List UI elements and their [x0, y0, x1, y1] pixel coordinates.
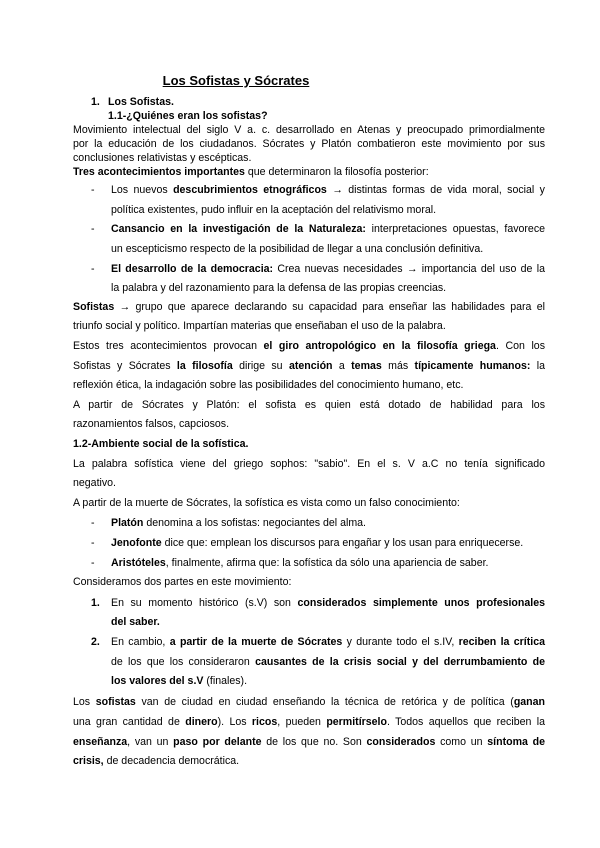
- section-number: 1.: [91, 96, 100, 108]
- text-run-bold: paso por delante: [173, 736, 262, 748]
- list-item-text: [111, 596, 545, 610]
- dos-paragraph: Consideramos dos partes en este movimiento:: [73, 576, 292, 588]
- text-run: En su momento histórico (s.V) son: [111, 597, 298, 609]
- text-run: , finalmente, afirma que: la sofística da sólo una apariencia de saber.: [165, 557, 489, 569]
- text-run-bold: síntoma de: [487, 736, 545, 748]
- text-run-bold: considerados simplemente unos profesionales: [297, 597, 545, 609]
- list-item-text: [111, 556, 545, 570]
- bullet: -: [91, 184, 95, 196]
- palabra-paragraph-line: La palabra sofística viene del griego sophos: "sabio". En el s. V a.C no tenía significado: [73, 458, 545, 470]
- subsection-title: 1.1-¿Quiénes eran los sofistas?: [108, 110, 268, 122]
- apartir-paragraph-line: razonamientos falsos, capciosos.: [73, 418, 230, 430]
- text-run: , van un: [127, 736, 174, 748]
- subsection-heading-1-2: [73, 437, 545, 451]
- text-run: . Con los: [495, 340, 545, 352]
- text-run-bold: El desarrollo de la democracia:: [111, 263, 274, 275]
- text-run: dice que: emplean los discursos para engañar y los usan para enriquecerse.: [161, 537, 524, 549]
- text-run: , pueden: [277, 716, 327, 728]
- text-run: como un: [435, 736, 488, 748]
- text-run: política existentes, pudo influir en la aceptación del relativismo moral.: [111, 204, 437, 216]
- events-intro-text: que determinaron la filosofía posterior:: [244, 166, 429, 178]
- text-run: más: [381, 360, 415, 372]
- text-run-bold: Aristóteles: [111, 557, 166, 569]
- text-run: Crea nuevas necesidades → importancia del uso de la: [273, 263, 545, 275]
- text-run-bold: Platón: [111, 517, 144, 529]
- list-item-text: [111, 635, 545, 649]
- list-item-text: [111, 674, 545, 688]
- estos-paragraph-line: reflexión ética, la indagación sobre las posibilidades del conocimiento humano, etc.: [73, 379, 464, 391]
- bullet: -: [91, 517, 95, 529]
- text-run-bold: considerados: [366, 736, 436, 748]
- palabra-paragraph-line: negativo.: [73, 477, 116, 489]
- muerte-paragraph: A partir de la muerte de Sócrates, la sofística es vista como un falso conocimiento:: [73, 497, 460, 509]
- bullet: -: [91, 263, 95, 275]
- text-run-bold: descubrimientos etnográficos: [173, 184, 327, 196]
- text-run: interpretaciones opuestas, favorece: [365, 223, 546, 235]
- sofistas-paragraph-line: [73, 300, 545, 314]
- text-run: un escepticismo respecto de la posibilidad de llegar a una conclusión definitiva.: [111, 243, 484, 255]
- text-run-bold: el giro antropológico en la filosofía griega: [263, 340, 496, 352]
- events-intro-bold: Tres acontecimientos importantes: [73, 166, 245, 178]
- section-title: Los Sofistas.: [108, 96, 174, 108]
- text-run-bold: del saber.: [111, 616, 160, 628]
- text-run-bold: ricos: [251, 716, 278, 728]
- text-run-bold: sofistas: [95, 696, 136, 708]
- text-run: de los que no. Son: [261, 736, 367, 748]
- apartir-paragraph-line: A partir de Sócrates y Platón: el sofista es quien está dotado de habilidad para los: [73, 399, 545, 411]
- text-run: . Todos aquellos que reciben la: [386, 716, 545, 728]
- text-run: de decadencia democrática.: [103, 755, 240, 767]
- text-run: ). Los: [217, 716, 252, 728]
- text-run: dirige su: [232, 360, 289, 372]
- text-run: Estos tres acontecimientos provocan: [73, 340, 264, 352]
- text-run: (finales).: [203, 675, 248, 687]
- list-item-text: [111, 183, 545, 197]
- text-run: Sofistas y Sócrates: [73, 360, 177, 372]
- list-item-text: [111, 222, 545, 236]
- list-item-text: [111, 536, 545, 550]
- final-paragraph-line: [73, 754, 545, 768]
- text-run-bold: ganan: [513, 696, 546, 708]
- item-number: 2.: [91, 636, 100, 648]
- list-item-text: [111, 655, 545, 669]
- text-run: Los: [73, 696, 96, 708]
- final-paragraph-line: [73, 695, 545, 709]
- text-run-bold: temas: [351, 360, 382, 372]
- text-run: van de ciudad en ciudad enseñando la técnica de retórica y de política (: [135, 696, 514, 708]
- text-run-bold: Cansancio en la investigación de la Naturaleza:: [111, 223, 366, 235]
- item-number: 1.: [91, 597, 100, 609]
- text-run-bold: a partir de la muerte de Sócrates: [169, 636, 343, 648]
- estos-paragraph-line: [73, 359, 545, 373]
- text-run-bold: típicamente humanos:: [414, 360, 531, 372]
- text-run-bold: causantes de la crisis social y del derrumbamiento de: [255, 656, 545, 668]
- text-run: y durante todo el s.IV,: [342, 636, 459, 648]
- final-paragraph-line: [73, 735, 545, 749]
- text-run-bold: reciben la crítica: [458, 636, 545, 648]
- sofistas-paragraph-line: triunfo social y político. Impartían materias que enseñaban el uso de la palabra.: [73, 320, 446, 332]
- bullet: -: [91, 223, 95, 235]
- text-run: → distintas formas de vida moral, social y: [326, 184, 545, 196]
- text-run: denomina a los sofistas: negociantes del alma.: [143, 517, 366, 529]
- estos-paragraph-line: [73, 339, 545, 353]
- intro-line: por la educación de los ciudadanos. Sócrates y Platón combatieron este movimiento por sus: [73, 138, 545, 150]
- text-run-bold: crisis,: [73, 755, 104, 767]
- text-run: a: [332, 360, 352, 372]
- text-run-bold: permitírselo: [326, 716, 387, 728]
- text-run-bold: dinero: [185, 716, 218, 728]
- bullet: -: [91, 557, 95, 569]
- final-paragraph-line: [73, 715, 545, 729]
- text-run: → grupo que aparece declarando su capacidad para enseñar las habilidades para el: [114, 301, 545, 313]
- list-item-text: [111, 262, 545, 276]
- text-run-bold: Jenofonte: [111, 537, 162, 549]
- text-run: de los que los consideraron: [111, 656, 256, 668]
- page-title: Los Sofistas y Sócrates: [162, 73, 310, 88]
- text-run: una gran cantidad de: [73, 716, 186, 728]
- text-run-bold: los valores del s.V: [111, 675, 204, 687]
- events-intro: [73, 165, 545, 179]
- text-run: Los nuevos: [111, 184, 174, 196]
- text-run: la: [530, 360, 546, 372]
- text-run-bold: la filosofía: [176, 360, 233, 372]
- intro-line: Movimiento intelectual del siglo V a. c. desarrollado en Atenas y preocupado primordialmente: [73, 124, 545, 136]
- text-run: En cambio,: [111, 636, 170, 648]
- text-run: la palabra y del razonamiento para la defensa de las propias creencias.: [111, 282, 447, 294]
- intro-line: conclusiones relativistas y escépticas.: [73, 152, 252, 164]
- list-item-text: [111, 516, 545, 530]
- text-run-bold: atención: [288, 360, 333, 372]
- text-run-bold: Sofistas: [73, 301, 115, 313]
- text-run-bold: enseñanza: [73, 736, 128, 748]
- bullet: -: [91, 537, 95, 549]
- subsection-title: 1.2-Ambiente social de la sofística.: [73, 438, 249, 450]
